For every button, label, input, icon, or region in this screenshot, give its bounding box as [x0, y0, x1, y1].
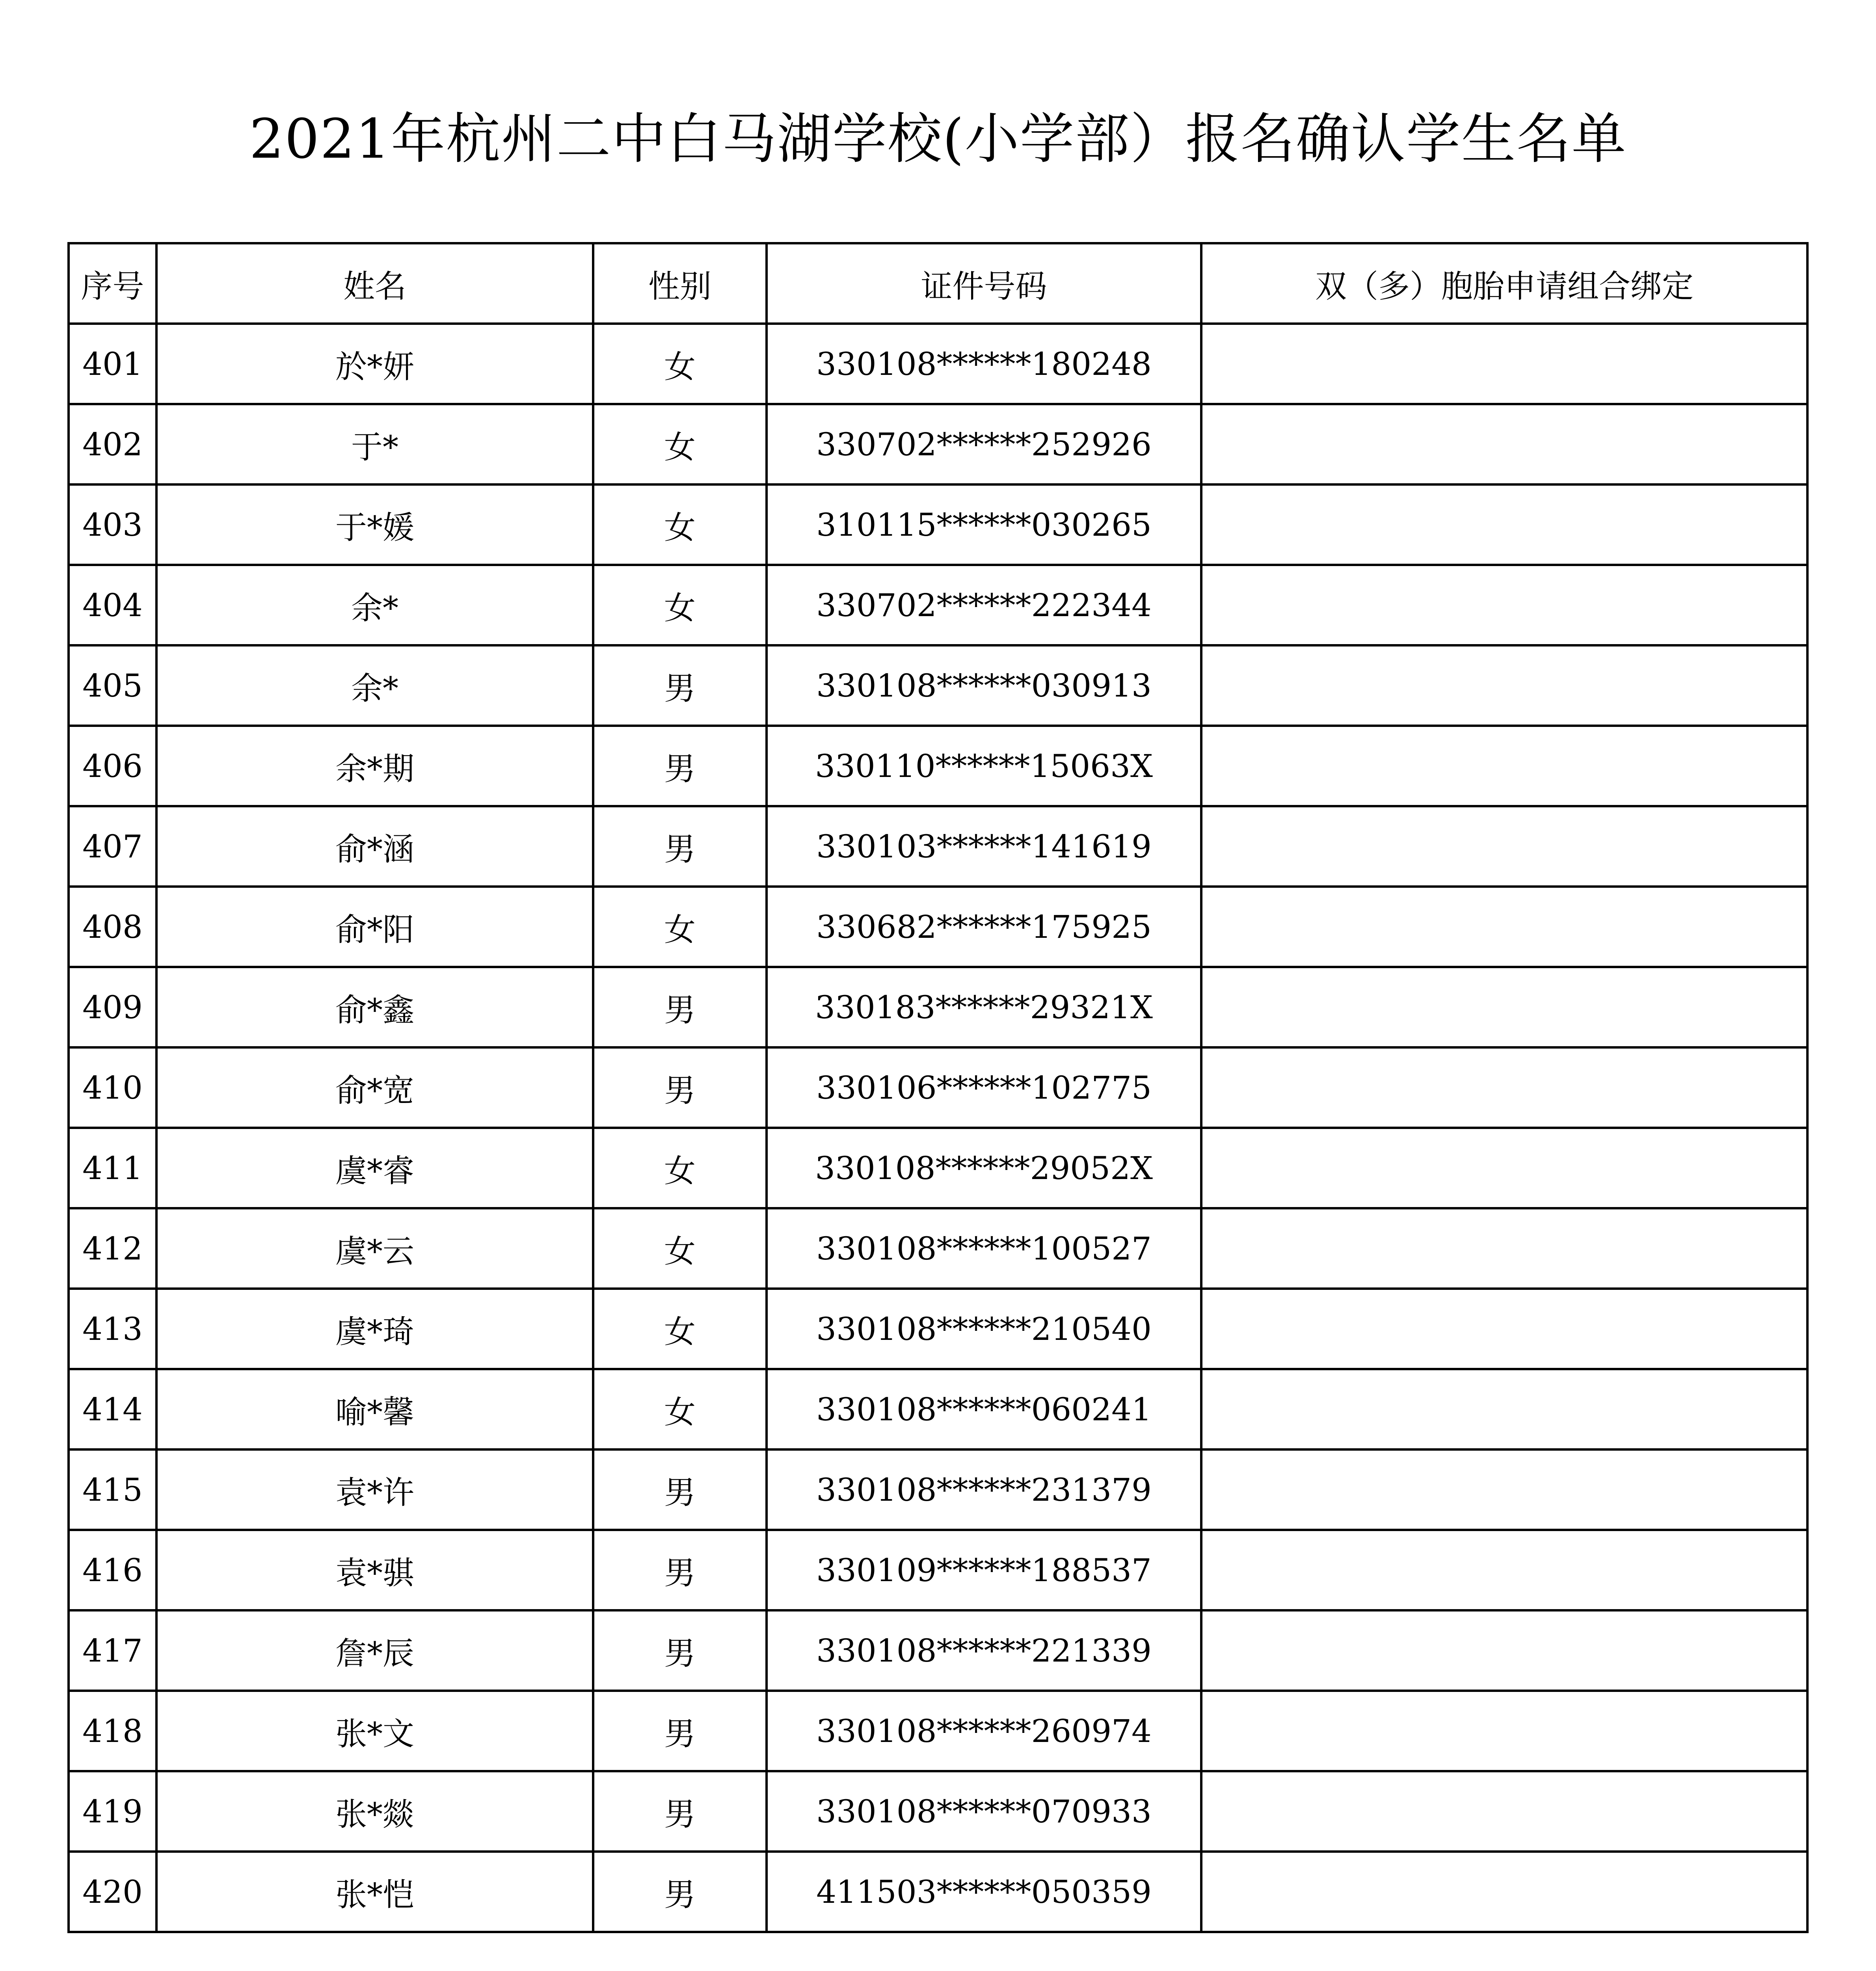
cell-gender: 男	[593, 1771, 767, 1852]
cell-gender: 女	[593, 1369, 767, 1449]
cell-id-number: 330108******221339	[767, 1610, 1201, 1691]
header-gender: 性别	[593, 243, 767, 324]
cell-gender: 男	[593, 1449, 767, 1530]
cell-name: 于*媛	[156, 484, 593, 565]
cell-name: 詹*辰	[156, 1610, 593, 1691]
cell-name: 俞*涵	[156, 806, 593, 887]
table-row	[69, 484, 1807, 565]
cell-name: 虞*睿	[156, 1128, 593, 1208]
cell-name: 虞*琦	[156, 1289, 593, 1369]
cell-serial-number: 419	[69, 1771, 156, 1852]
table-row	[69, 967, 1807, 1047]
cell-serial-number: 412	[69, 1208, 156, 1289]
cell-gender: 女	[593, 1208, 767, 1289]
cell-id-number: 330702******252926	[767, 404, 1201, 484]
cell-name: 余*	[156, 565, 593, 645]
cell-serial-number: 413	[69, 1289, 156, 1369]
cell-serial-number: 408	[69, 887, 156, 967]
table-row	[69, 404, 1807, 484]
cell-name: 俞*鑫	[156, 967, 593, 1047]
cell-gender: 男	[593, 806, 767, 887]
cell-name: 袁*许	[156, 1449, 593, 1530]
table-row	[69, 887, 1807, 967]
cell-id-number: 330108******100527	[767, 1208, 1201, 1289]
header-serial-number: 序号	[69, 243, 156, 324]
page-title: 2021年杭州二中白马湖学校(小学部）报名确认学生名单	[249, 107, 1627, 171]
table-body	[69, 324, 1807, 1932]
cell-serial-number: 406	[69, 726, 156, 806]
cell-id-number: 330682******175925	[767, 887, 1201, 967]
cell-id-number: 330108******060241	[767, 1369, 1201, 1449]
cell-twin-binding	[1201, 806, 1807, 887]
cell-serial-number: 401	[69, 324, 156, 404]
cell-gender: 女	[593, 484, 767, 565]
student-roster-table	[67, 242, 1809, 1933]
cell-gender: 女	[593, 404, 767, 484]
cell-serial-number: 404	[69, 565, 156, 645]
cell-twin-binding	[1201, 1208, 1807, 1289]
cell-twin-binding	[1201, 324, 1807, 404]
cell-name: 于*	[156, 404, 593, 484]
cell-serial-number: 409	[69, 967, 156, 1047]
cell-name: 张*燚	[156, 1771, 593, 1852]
cell-serial-number: 420	[69, 1852, 156, 1932]
cell-gender: 女	[593, 1289, 767, 1369]
cell-id-number: 330702******222344	[767, 565, 1201, 645]
cell-serial-number: 402	[69, 404, 156, 484]
cell-id-number: 330103******141619	[767, 806, 1201, 887]
table-row	[69, 1208, 1807, 1289]
cell-gender: 男	[593, 1530, 767, 1610]
cell-gender: 女	[593, 565, 767, 645]
cell-serial-number: 410	[69, 1047, 156, 1128]
cell-id-number: 330106******102775	[767, 1047, 1201, 1128]
cell-twin-binding	[1201, 1289, 1807, 1369]
cell-serial-number: 416	[69, 1530, 156, 1610]
cell-twin-binding	[1201, 1047, 1807, 1128]
cell-id-number: 411503******050359	[767, 1852, 1201, 1932]
cell-twin-binding	[1201, 1530, 1807, 1610]
cell-name: 袁*骐	[156, 1530, 593, 1610]
cell-id-number: 310115******030265	[767, 484, 1201, 565]
cell-gender: 男	[593, 645, 767, 726]
table-row	[69, 565, 1807, 645]
cell-gender: 男	[593, 1852, 767, 1932]
cell-twin-binding	[1201, 726, 1807, 806]
header-name: 姓名	[156, 243, 593, 324]
cell-gender: 男	[593, 1610, 767, 1691]
table-row	[69, 1771, 1807, 1852]
cell-gender: 男	[593, 1691, 767, 1771]
table-header-row	[69, 243, 1807, 324]
cell-twin-binding	[1201, 484, 1807, 565]
cell-name: 余*	[156, 645, 593, 726]
cell-serial-number: 403	[69, 484, 156, 565]
cell-twin-binding	[1201, 1852, 1807, 1932]
table-row	[69, 1449, 1807, 1530]
cell-twin-binding	[1201, 404, 1807, 484]
table-row	[69, 726, 1807, 806]
cell-twin-binding	[1201, 1449, 1807, 1530]
cell-twin-binding	[1201, 1369, 1807, 1449]
table-row	[69, 1610, 1807, 1691]
cell-twin-binding	[1201, 1610, 1807, 1691]
table-row	[69, 1691, 1807, 1771]
cell-id-number: 330109******188537	[767, 1530, 1201, 1610]
cell-name: 张*恺	[156, 1852, 593, 1932]
cell-gender: 男	[593, 1047, 767, 1128]
header-id-number: 证件号码	[767, 243, 1201, 324]
cell-gender: 女	[593, 887, 767, 967]
cell-id-number: 330110******15063X	[767, 726, 1201, 806]
cell-name: 俞*阳	[156, 887, 593, 967]
cell-id-number: 330108******260974	[767, 1691, 1201, 1771]
table-row	[69, 1530, 1807, 1610]
cell-gender: 女	[593, 324, 767, 404]
cell-twin-binding	[1201, 967, 1807, 1047]
cell-name: 喻*馨	[156, 1369, 593, 1449]
table-row	[69, 1128, 1807, 1208]
cell-name: 张*文	[156, 1691, 593, 1771]
table-row	[69, 1852, 1807, 1932]
cell-id-number: 330108******29052X	[767, 1128, 1201, 1208]
cell-serial-number: 417	[69, 1610, 156, 1691]
header-twin-binding: 双（多）胞胎申请组合绑定	[1201, 243, 1807, 324]
cell-twin-binding	[1201, 1691, 1807, 1771]
cell-twin-binding	[1201, 1771, 1807, 1852]
cell-id-number: 330108******030913	[767, 645, 1201, 726]
cell-serial-number: 418	[69, 1691, 156, 1771]
cell-serial-number: 415	[69, 1449, 156, 1530]
cell-twin-binding	[1201, 645, 1807, 726]
table-row	[69, 1289, 1807, 1369]
cell-name: 於*妍	[156, 324, 593, 404]
cell-name: 俞*宽	[156, 1047, 593, 1128]
cell-id-number: 330183******29321X	[767, 967, 1201, 1047]
cell-twin-binding	[1201, 1128, 1807, 1208]
cell-serial-number: 405	[69, 645, 156, 726]
table-row	[69, 645, 1807, 726]
table-row	[69, 806, 1807, 887]
cell-name: 余*期	[156, 726, 593, 806]
cell-gender: 男	[593, 726, 767, 806]
cell-twin-binding	[1201, 565, 1807, 645]
cell-id-number: 330108******210540	[767, 1289, 1201, 1369]
cell-id-number: 330108******070933	[767, 1771, 1201, 1852]
cell-id-number: 330108******180248	[767, 324, 1201, 404]
cell-serial-number: 414	[69, 1369, 156, 1449]
cell-serial-number: 411	[69, 1128, 156, 1208]
cell-gender: 男	[593, 967, 767, 1047]
table-row	[69, 324, 1807, 404]
cell-id-number: 330108******231379	[767, 1449, 1201, 1530]
table-row	[69, 1369, 1807, 1449]
cell-name: 虞*云	[156, 1208, 593, 1289]
cell-serial-number: 407	[69, 806, 156, 887]
cell-twin-binding	[1201, 887, 1807, 967]
cell-gender: 女	[593, 1128, 767, 1208]
table-row	[69, 1047, 1807, 1128]
